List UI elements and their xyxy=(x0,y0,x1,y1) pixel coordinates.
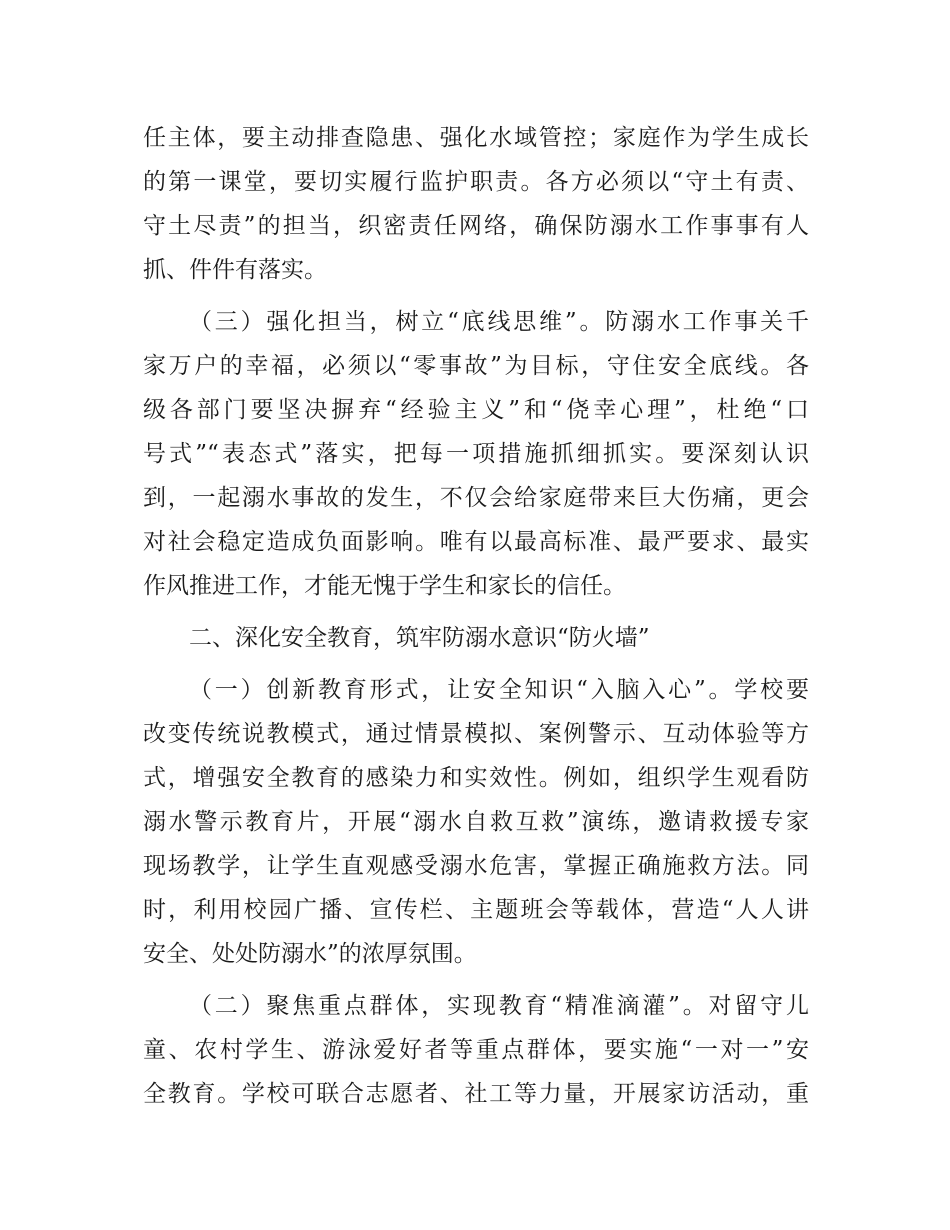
text-line: （一）创新教育形式，让安全知识“入脑入心”。学校要 xyxy=(189,677,809,703)
text-line: 号式”“表态式”落实，把每一项措施抓细抓实。要深刻认识 xyxy=(143,441,809,467)
text-line: 安全、处处防溺水”的浓厚氛围。 xyxy=(143,941,477,967)
text-line: （二）聚焦重点群体，实现教育“精准滴灌”。对留守儿 xyxy=(189,993,809,1019)
text-line: 改变传统说教模式，通过情景模拟、案例警示、互动体验等方 xyxy=(143,721,809,747)
text-line: 对社会稳定造成负面影响。唯有以最高标准、最严要求、最实 xyxy=(143,529,809,555)
text-line: 现场教学，让学生直观感受溺水危害，掌握正确施救方法。同 xyxy=(143,853,809,879)
text-line: 到，一起溺水事故的发生，不仅会给家庭带来巨大伤痛，更会 xyxy=(143,485,809,511)
text-line: 家万户的幸福，必须以“零事故”为目标，守住安全底线。各 xyxy=(143,353,809,379)
text-line: 作风推进工作，才能无愧于学生和家长的信任。 xyxy=(143,573,626,599)
text-line: 式，增强安全教育的感染力和实效性。例如，组织学生观看防 xyxy=(143,765,809,791)
text-line: 溺水警示教育片，开展“溺水自救互救”演练，邀请救援专家 xyxy=(143,809,809,835)
text-line: 守土尽责”的担当，织密责任网络，确保防溺水工作事事有人 xyxy=(143,213,809,239)
text-line: （三）强化担当，树立“底线思维”。防溺水工作事关千 xyxy=(189,309,809,335)
text-line: 时，利用校园广播、宣传栏、主题班会等载体，营造“人人讲 xyxy=(143,897,809,923)
section-heading: 二、深化安全教育，筑牢防溺水意识“防火墙” xyxy=(189,625,650,651)
text-line: 童、农村学生、游泳爱好者等重点群体，要实施“一对一”安 xyxy=(143,1037,809,1063)
text-line: 任主体，要主动排查隐患、强化水域管控；家庭作为学生成长 xyxy=(143,125,809,151)
text-line: 的第一课堂，要切实履行监护职责。各方必须以“守土有责、 xyxy=(143,169,809,195)
text-line: 抓、件件有落实。 xyxy=(143,257,327,283)
text-line: 全教育。学校可联合志愿者、社工等力量，开展家访活动，重 xyxy=(143,1081,809,1107)
text-line: 级各部门要坚决摒弃“经验主义”和“侥幸心理”，杜绝“口 xyxy=(143,397,809,423)
